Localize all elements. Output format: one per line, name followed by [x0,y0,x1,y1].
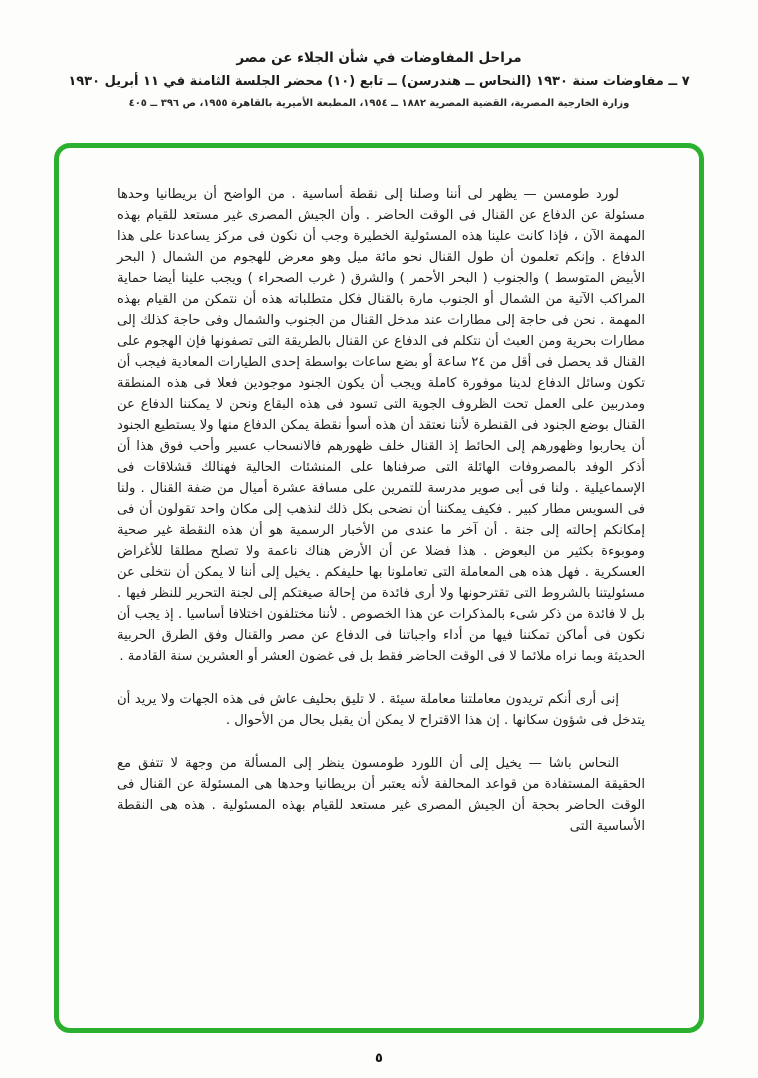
page-number: ٥ [375,1051,383,1066]
paragraph-nahhas-pasha-reply: النحاس باشا — يخيل إلى أن اللورد طومسون ينظر إلى المسألة من وجهة لا تتفق مع الحقيقة المستفادة من قواعد المحالفة لأنه يعتبر أن بريطانيا وحدها هى المسئولة عن القنال فى الوقت الحاضر بحجة أن الجيش المصرى غير مستعد للقيام بهذه المسئولية . هذه هى النقطة الأساسية التى [117,756,645,834]
document-header [0,0,758,109]
page-subtitle: ٧ ــ مفاوضات سنة ١٩٣٠ (النحاس ــ هندرسن) ــ تابع (١٠) محضر الجلسة الثامنة في ١١ أبريل ١٩٣٠ [68,74,690,89]
body-text [117,184,645,837]
page-title: مراحل المفاوضات في شأن الجلاء عن مصر [236,50,522,66]
highlight-frame [54,143,704,1033]
paragraph-lord-thomson-speech: لورد طومسن — يظهر لى أننا وصلنا إلى نقطة أساسية . من الواضح أن بريطانيا وحدها مسئولة عن الدفاع عن القنال فى الوقت الحاضر . وأن الجيش المصرى غير مستعد للقيام بهذه المهمة الآن ، فإذا كانت علينا هذه المسئولية الخطيرة وجب أن نكون فى مركز يساعدنا على هذا الدفاع . وإنكم تعلمون أن طول القنال نحو مائة ميل وهو معرض للهجوم من الشمال ( البحر الأبيض المتوسط ) والجنوب ( البحر الأحمر ) والشرق ( غرب الصحراء ) ويجب علينا أيضا حماية المراكب الآتية من الشمال أو الجنوب مارة بالقنال فكل متطلباته هذه أن نتمكن من القيام بهذه المهمة . نحن فى حاجة إلى مطارات عند مدخل القنال من الجنوب والشمال وفى حاجة كذلك إلى مطارات بحرية ومن العبث أن نتكلم فى الدفاع عن القنال بالطريقة التى تصفونها فإن الهجوم على القنال قد يحصل فى أقل من ٢٤ ساعة أو بضع ساعات بواسطة إحدى الطيارات المعادية فيجب أن تكون وسائل الدفاع لدينا موفورة كاملة ويجب أن يكون الجنود موجودين فعلا فى هذه المنطقة ومدربين على العمل تحت الظروف الجوية التى تسود فى هذه البقاع ونحن لا يمكننا الدفاع عن القنال بوضع الجنود فى القنطرة لأننا نعتقد أن هذه أسوأ نقطة يمكن الدفاع منها ولا يستطيع الجنود أن يحاربوا وظهورهم إلى الحائط إذ القنال خلف ظهورهم فالانسحاب عسير وأحب فوق هذا أن أذكر الوفد بالمصروفات الهائلة التى صرفناها على المنشئات الحالية فهنالك قشلاقات فى الإسماعيلية . ولنا فى أبى صوير مدرسة للتمرين على مسافة عشرة أميال من ضفة القنال . ولنا فى السويس مطار كبير . فكيف يمكننا أن نضحى بكل ذلك لنذهب إلى مكان واحد تقولون أن فى إمكانكم إحالته إلى جنة . أن آخر ما عندى من الأخبار الرسمية هو أن هذه النقطة غير صحية وموبوءة بكثير من البعوض . هذا فضلا عن أن الأرض هناك ناعمة ولا تصلح مطلقا للأغراض العسكرية . فهل هذه هى المعاملة التى تعاملونا بها حليفكم . يخيل إلى أننا لا يمكن أن نتخلى عن مسئوليتنا بالشروط التى تقترحونها ولا أرى فائدة من إحالة صيغتكم إلى لجنة التحرير للنظر فيها . بل لا فائدة من ذكر شىء بالمذكرات عن هذا الخصوص . لأننا مختلفون اختلافا أساسيا . إذ يجب أن نكون فى أماكن تمكننا فيها من أداء واجباتنا فى الدفاع عن مصر والقنال وفق الطرق الحربية الحديثة وبما نراه ملائما لا فى الوقت الحاضر فقط بل فى غضون العشر أو العشرين سنة القادمة . [117,187,645,664]
paragraph-lord-thomson-conclusion: إنى أرى أنكم تريدون معاملتنا معاملة سيئة . لا تليق بحليف عاش فى هذه الجهات ولا يريد أن يتدخل فى شؤون سكانها . إن هذا الاقتراح لا يمكن أن يقبل بحال من الأحوال . [117,692,645,728]
source-citation: وزارة الخارجية المصرية، القضية المصرية ١٨٨٢ ــ ١٩٥٤، المطبعة الأميرية بالقاهرة ١٩٥٥، ص ٣٩٦ ــ ٤٠٥ [128,98,630,109]
